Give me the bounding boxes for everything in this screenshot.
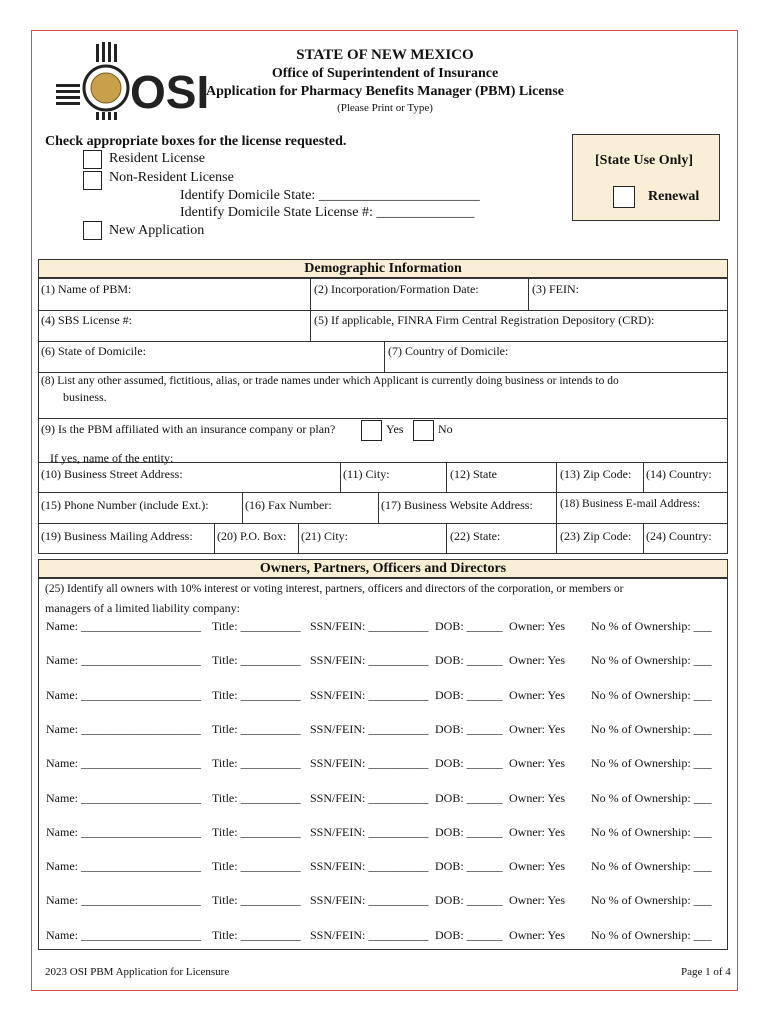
owner-ssn-field[interactable]: SSN/FEIN: __________	[310, 790, 429, 805]
owner-dob-field[interactable]: DOB: ______	[435, 721, 503, 736]
field-mailing-city[interactable]: (21) City:	[301, 529, 348, 543]
field-website[interactable]: (17) Business Website Address:	[381, 498, 533, 512]
owners-title: Owners, Partners, Officers and Directors	[38, 559, 728, 578]
nonresident-license-label: Non-Resident License	[109, 170, 234, 185]
owner-yes-option[interactable]: Owner: Yes	[509, 756, 566, 771]
field-street-address[interactable]: (10) Business Street Address:	[41, 467, 183, 481]
license-heading: Check appropriate boxes for the license requested.	[45, 134, 347, 149]
field-mailing-zip[interactable]: (23) Zip Code:	[560, 529, 632, 543]
owner-name-field[interactable]: Name: ____________________	[46, 824, 201, 839]
owner-title-field[interactable]: Title: __________	[212, 721, 301, 736]
owner-yes-option[interactable]: Owner: Yes	[509, 893, 566, 908]
owner-percent-field[interactable]: No % of Ownership: ___	[591, 893, 712, 908]
owner-percent-field[interactable]: No % of Ownership: ___	[591, 721, 712, 736]
field-other-names-cont: business.	[63, 390, 107, 404]
affiliated-yes-label: Yes	[386, 422, 404, 436]
owner-name-field[interactable]: Name: ____________________	[46, 756, 201, 771]
owner-percent-field[interactable]: No % of Ownership: ___	[591, 927, 712, 942]
field-fax[interactable]: (16) Fax Number:	[245, 498, 332, 512]
header-state: STATE OF NEW MEXICO	[296, 47, 474, 63]
field-pbm-name[interactable]: (1) Name of PBM:	[41, 282, 132, 296]
renewal-label: Renewal	[648, 189, 700, 204]
footer-title: 2023 OSI PBM Application for Licensure	[45, 966, 230, 978]
affiliated-no-label: No	[438, 422, 453, 436]
owner-ssn-field[interactable]: SSN/FEIN: __________	[310, 687, 429, 702]
owner-name-field[interactable]: Name: ____________________	[46, 893, 201, 908]
owner-yes-option[interactable]: Owner: Yes	[509, 653, 566, 668]
owner-yes-option[interactable]: Owner: Yes	[509, 721, 566, 736]
owner-yes-option[interactable]: Owner: Yes	[509, 687, 566, 702]
owner-ssn-field[interactable]: SSN/FEIN: __________	[310, 893, 429, 908]
owner-yes-option[interactable]: Owner: Yes	[509, 927, 566, 942]
owner-dob-field[interactable]: DOB: ______	[435, 824, 503, 839]
affiliated-no-checkbox[interactable]	[413, 420, 434, 441]
field-phone[interactable]: (15) Phone Number (include Ext.):	[41, 498, 209, 512]
owner-title-field[interactable]: Title: __________	[212, 687, 301, 702]
owner-title-field[interactable]: Title: __________	[212, 927, 301, 942]
nonresident-license-checkbox[interactable]	[83, 171, 102, 190]
new-application-checkbox[interactable]	[83, 221, 102, 240]
owner-name-field[interactable]: Name: ____________________	[46, 859, 201, 874]
owner-name-field[interactable]: Name: ____________________	[46, 721, 201, 736]
page-number: Page 1 of 4	[681, 966, 731, 978]
owner-ssn-field[interactable]: SSN/FEIN: __________	[310, 859, 429, 874]
owner-title-field[interactable]: Title: __________	[212, 859, 301, 874]
header-application-title: Application for Pharmacy Benefits Manager (PBM) License	[206, 84, 564, 99]
owner-title-field[interactable]: Title: __________	[212, 619, 301, 633]
owner-percent-field[interactable]: No % of Ownership: ___	[591, 756, 712, 771]
owners-instructions-cont: managers of a limited liability company:	[45, 601, 240, 615]
demographic-title: Demographic Information	[38, 259, 728, 278]
owner-name-field[interactable]: Name: ____________________	[46, 619, 201, 633]
field-po-box[interactable]: (20) P.O. Box:	[217, 529, 287, 543]
owner-percent-field[interactable]: No % of Ownership: ___	[591, 687, 712, 702]
owner-name-field[interactable]: Name: ____________________	[46, 687, 201, 702]
owner-ssn-field[interactable]: SSN/FEIN: __________	[310, 756, 429, 771]
owner-yes-option[interactable]: Owner: Yes	[509, 859, 566, 874]
owner-percent-field[interactable]: No % of Ownership: ___	[591, 653, 712, 668]
owner-ssn-field[interactable]: SSN/FEIN: __________	[310, 653, 429, 668]
owner-title-field[interactable]: Title: __________	[212, 790, 301, 805]
domicile-state-field[interactable]: Identify Domicile State: _______________________	[180, 188, 480, 203]
field-other-names[interactable]: (8) List any other assumed, fictitious, alias, or trade names under which Applicant is currently doing business or intends to do	[41, 375, 619, 387]
field-country-domicile[interactable]: (7) Country of Domicile:	[388, 344, 509, 358]
field-state-domicile[interactable]: (6) State of Domicile:	[41, 344, 146, 358]
owner-dob-field[interactable]: DOB: ______	[435, 687, 503, 702]
owner-yes-option[interactable]: Owner: Yes	[509, 619, 566, 633]
owner-percent-field[interactable]: No % of Ownership: ___	[591, 824, 712, 839]
resident-license-label: Resident License	[109, 151, 206, 166]
owner-title-field[interactable]: Title: __________	[212, 756, 301, 771]
owner-yes-option[interactable]: Owner: Yes	[509, 824, 566, 839]
resident-license-checkbox[interactable]	[83, 150, 102, 169]
domicile-license-field[interactable]: Identify Domicile State License #: ______________	[180, 205, 475, 220]
field-mailing-state[interactable]: (22) State:	[450, 529, 501, 543]
affiliation-question: (9) Is the PBM affiliated with an insurance company or plan?	[41, 422, 336, 436]
field-sbs-license[interactable]: (4) SBS License #:	[41, 313, 132, 327]
owner-name-field[interactable]: Name: ____________________	[46, 927, 201, 942]
field-email[interactable]: (18) Business E-mail Address:	[560, 498, 701, 510]
owners-instructions: (25) Identify all owners with 10% interest or voting interest, partners, officers and directors of the corporation, or members or	[45, 583, 624, 595]
owner-dob-field[interactable]: DOB: ______	[435, 653, 503, 668]
field-zip[interactable]: (13) Zip Code:	[560, 467, 632, 481]
owner-yes-option[interactable]: Owner: Yes	[509, 790, 566, 805]
affiliated-yes-checkbox[interactable]	[361, 420, 382, 441]
field-incorporation-date[interactable]: (2) Incorporation/Formation Date:	[314, 282, 479, 296]
field-fein[interactable]: (3) FEIN:	[532, 282, 579, 296]
owner-percent-field[interactable]: No % of Ownership: ___	[591, 859, 712, 874]
owner-dob-field[interactable]: DOB: ______	[435, 893, 503, 908]
owner-title-field[interactable]: Title: __________	[212, 653, 301, 668]
logo-text: OSI	[130, 66, 210, 118]
field-entity-name[interactable]: If yes, name of the entity:	[50, 451, 174, 465]
field-country[interactable]: (14) Country:	[646, 467, 712, 481]
owner-ssn-field[interactable]: SSN/FEIN: __________	[310, 721, 429, 736]
owner-title-field[interactable]: Title: __________	[212, 824, 301, 839]
owner-dob-field[interactable]: DOB: ______	[435, 927, 503, 942]
field-mailing-country[interactable]: (24) Country:	[646, 529, 712, 543]
owner-ssn-field[interactable]: SSN/FEIN: __________	[310, 619, 429, 633]
owner-name-field[interactable]: Name: ____________________	[46, 653, 201, 668]
owner-dob-field[interactable]: DOB: ______	[435, 790, 503, 805]
owner-dob-field[interactable]: DOB: ______	[435, 756, 503, 771]
field-mailing-address[interactable]: (19) Business Mailing Address:	[41, 529, 193, 543]
owner-dob-field[interactable]: DOB: ______	[435, 619, 503, 633]
owner-percent-field[interactable]: No % of Ownership: ___	[591, 790, 712, 805]
state-use-title: [State Use Only]	[595, 153, 693, 168]
owner-name-field[interactable]: Name: ____________________	[46, 790, 201, 805]
owner-dob-field[interactable]: DOB: ______	[435, 859, 503, 874]
new-application-label: New Application	[109, 223, 205, 238]
owner-percent-field[interactable]: No % of Ownership: ___	[591, 619, 712, 633]
state-use-box	[572, 134, 720, 221]
owner-ssn-field[interactable]: SSN/FEIN: __________	[310, 927, 429, 942]
renewal-checkbox[interactable]	[613, 186, 635, 208]
header-office: Office of Superintendent of Insurance	[271, 66, 499, 81]
owner-title-field[interactable]: Title: __________	[212, 893, 301, 908]
field-finra-crd[interactable]: (5) If applicable, FINRA Firm Central Registration Depository (CRD):	[314, 313, 655, 327]
field-city[interactable]: (11) City:	[343, 467, 390, 481]
owner-ssn-field[interactable]: SSN/FEIN: __________	[310, 824, 429, 839]
header-instructions: (Please Print or Type)	[337, 102, 433, 114]
field-state[interactable]: (12) State	[450, 467, 497, 481]
